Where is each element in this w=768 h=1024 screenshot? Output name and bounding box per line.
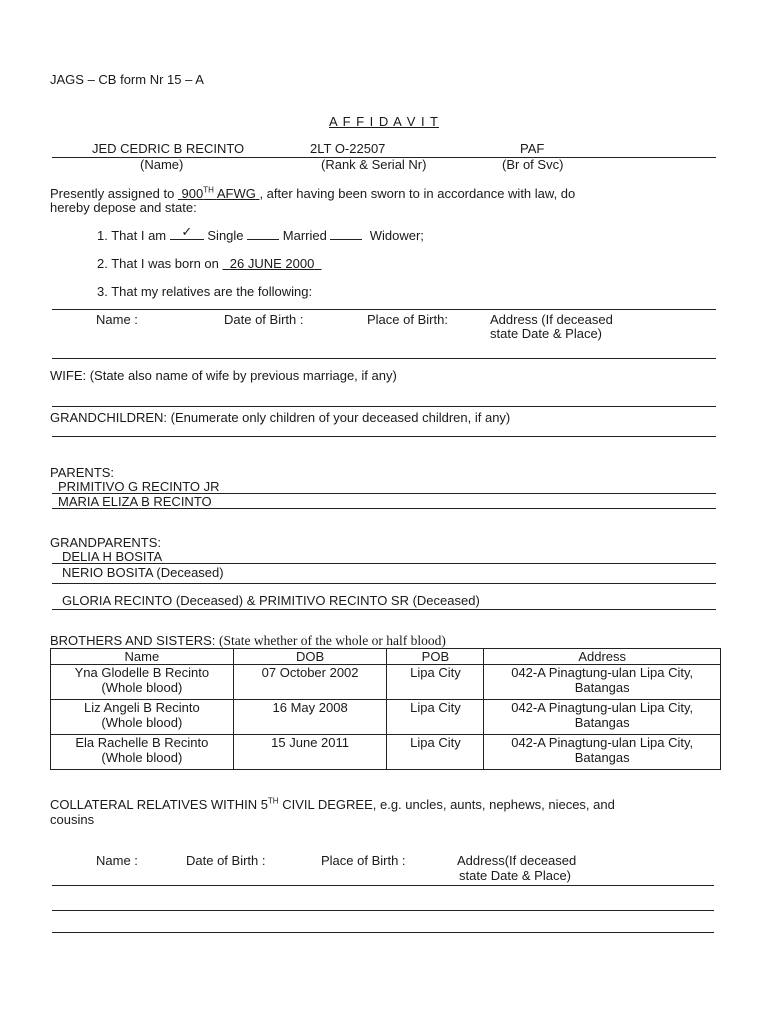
sibling-pob: Lipa City [387, 665, 484, 700]
collateral-suffix: CIVIL DEGREE, e.g. uncles, aunts, nephews, nieces, and [278, 797, 615, 812]
collateral-entry-line[interactable] [52, 885, 714, 886]
sibling-dob: 07 October 2002 [233, 665, 387, 700]
affiant-rank-serial: 2LT O-22507 [310, 141, 386, 156]
sibling-address-province: Batangas [574, 750, 630, 765]
table-row [51, 735, 721, 770]
sibling-address-cell [484, 735, 721, 770]
collateral-sup: TH [267, 796, 279, 806]
married-label: Married [282, 228, 327, 243]
sibling-address-cell [484, 700, 721, 735]
birthdate-prefix: 2. That I was born on [97, 256, 219, 271]
sibling-name-cell [51, 665, 234, 700]
siblings-label [50, 633, 446, 648]
siblings-table [50, 648, 721, 770]
relatives-address-header: Address (If deceased [490, 312, 613, 327]
sibling-address-line: 042-A Pinagtung-ulan Lipa City, [511, 665, 694, 680]
grandparent-entry: GLORIA RECINTO (Deceased) & PRIMITIVO RECINTO SR (Deceased) [62, 593, 480, 608]
item-birthdate [97, 256, 322, 271]
siblings-label-prefix: BROTHERS AND SISTERS: [50, 633, 216, 648]
siblings-name-header: Name [51, 649, 234, 665]
document-title: A F F I D A V I T [329, 114, 439, 129]
sibling-dob: 16 May 2008 [233, 700, 387, 735]
sibling-blood: (Whole blood) [101, 750, 183, 765]
sibling-name: Ela Rachelle B Recinto [75, 735, 209, 750]
item-relatives-intro: 3. That my relatives are the following: [97, 284, 313, 299]
relatives-address-header-2: state Date & Place) [490, 326, 602, 341]
collateral-label [50, 797, 615, 812]
table-row [51, 700, 721, 735]
collateral-dob-header: Date of Birth : [186, 853, 266, 868]
affiant-branch: PAF [520, 141, 545, 156]
sibling-name: Yna Glodelle B Recinto [74, 665, 210, 680]
sibling-blood: (Whole blood) [101, 680, 183, 695]
branch-caption: (Br of Svc) [502, 157, 564, 172]
form-code: JAGS – CB form Nr 15 – A [50, 72, 204, 87]
siblings-header-row [51, 649, 721, 665]
affiant-name: JED CEDRIC B RECINTO [92, 141, 245, 156]
sibling-address-province: Batangas [574, 680, 630, 695]
married-blank[interactable] [247, 228, 279, 240]
sibling-blood: (Whole blood) [101, 715, 183, 730]
widower-blank[interactable] [330, 228, 362, 240]
parent-entry-line [52, 508, 716, 509]
relatives-pob-header: Place of Birth: [367, 312, 448, 327]
grandparent-entry-line [52, 583, 716, 584]
siblings-dob-header: DOB [233, 649, 387, 665]
sibling-name: Liz Angeli B Recinto [84, 700, 200, 715]
collateral-address-header: Address(If deceased [457, 853, 577, 868]
collateral-address-header-2: state Date & Place) [459, 868, 571, 883]
grandparent-entry: NERIO BOSITA (Deceased) [62, 565, 224, 580]
grandparent-entry: DELIA H BOSITA [62, 549, 163, 564]
parents-label: PARENTS: [50, 465, 115, 480]
siblings-address-header: Address [484, 649, 721, 665]
check-mark-icon: ✓ [181, 224, 193, 239]
collateral-label-2: cousins [50, 812, 95, 827]
sibling-address-line: 042-A Pinagtung-ulan Lipa City, [511, 735, 694, 750]
parent-entry: MARIA ELIZA B RECINTO [58, 494, 212, 509]
grandparent-entry-line [52, 609, 716, 610]
grandchildren-label: GRANDCHILDREN: (Enumerate only children of your deceased children, if any) [50, 410, 511, 425]
sibling-pob: Lipa City [387, 700, 484, 735]
collateral-name-header: Name : [96, 853, 138, 868]
sibling-pob: Lipa City [387, 735, 484, 770]
grandparents-label: GRANDPARENTS: [50, 535, 161, 550]
collateral-prefix: COLLATERAL RELATIVES WITHIN 5 [50, 797, 268, 812]
intro-line-1 [50, 186, 575, 201]
table-row [51, 665, 721, 700]
collateral-entry-line[interactable] [52, 932, 714, 933]
siblings-pob-header: POB [387, 649, 484, 665]
birthdate-value: 26 JUNE 2000 [229, 256, 315, 271]
intro-prefix: Presently assigned to [50, 186, 175, 201]
single-label: Single [207, 228, 244, 243]
sibling-address-line: 042-A Pinagtung-ulan Lipa City, [511, 700, 694, 715]
name-caption: (Name) [140, 157, 184, 172]
wife-label: WIFE: (State also name of wife by previous marriage, if any) [50, 368, 397, 383]
relatives-dob-header: Date of Birth : [224, 312, 304, 327]
item-civil-status [97, 224, 424, 243]
siblings-label-note: (State whether of the whole or half blood) [219, 633, 446, 648]
sibling-dob: 15 June 2011 [233, 735, 387, 770]
collateral-pob-header: Place of Birth : [321, 853, 406, 868]
wife-entry-line[interactable] [52, 406, 716, 407]
intro-suffix: , after having been sworn to in accordance with law, do [259, 186, 576, 201]
intro-line-2: hereby depose and state: [50, 200, 197, 215]
widower-label: Widower; [369, 228, 424, 243]
collateral-entry-line[interactable] [52, 910, 714, 911]
sibling-address-cell [484, 665, 721, 700]
rank-caption: (Rank & Serial Nr) [321, 157, 427, 172]
assigned-unit: 900TH AFWG [181, 185, 256, 201]
relatives-header-top-rule [52, 309, 716, 310]
civil-status-prefix: 1. That I am [97, 228, 167, 243]
single-checkbox[interactable] [170, 224, 204, 240]
sibling-address-province: Batangas [574, 715, 630, 730]
relatives-header-bottom-rule [52, 358, 716, 359]
parent-entry: PRIMITIVO G RECINTO JR [58, 479, 220, 494]
grandparent-entry-line [52, 563, 716, 564]
grandchildren-entry-line[interactable] [52, 436, 716, 437]
sibling-name-cell [51, 700, 234, 735]
sibling-name-cell [51, 735, 234, 770]
relatives-name-header: Name : [96, 312, 138, 327]
